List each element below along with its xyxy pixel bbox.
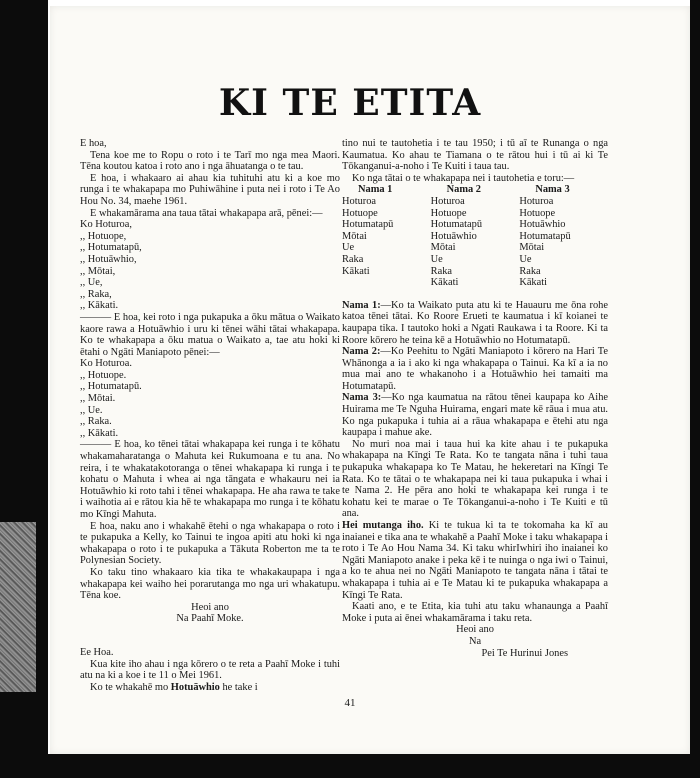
table-cell: Hotumatapū <box>519 230 571 242</box>
nama-text: —Ko ta Waikato puta atu ki te Hauauru me ōna rohe katoa tēnei tātai. Ko Roore Erueti te kaumatua i kī koianei te kaupapa tika. I tautoko hoki a Ngati Raukawa i ta Roore. Ki ta Roore kōrero he teina kē a Hotuāwhio no Hotumatapū. <box>342 299 608 346</box>
nama-label: Nama 1: <box>342 299 381 311</box>
nama-label: Nama 2: <box>342 346 381 358</box>
column-left <box>80 138 340 693</box>
page-number: 41 <box>344 697 356 709</box>
table-cell: Ue <box>342 242 355 254</box>
letter2-bold-name: Hotuāwhio <box>170 681 220 693</box>
letter1-paragraph: E hoa, naku ano i whakahē ētehi o nga whakapapa o roto i te pukapuka a Kelly, ko Tainui te ingoa apiti atu hoki ki nga whakapapa o roto i te pukapuka a Tākuta Roberton me ta te Polynesian Society. <box>80 520 340 567</box>
genealogy-table <box>342 184 608 288</box>
nama-paragraph <box>342 392 608 438</box>
table-cell: Ue <box>430 253 443 265</box>
letter2-text: he take i <box>219 681 258 693</box>
genealogy-line: ,, Ue. <box>80 404 103 416</box>
nama-label: Nama 3: <box>342 392 382 404</box>
table-row <box>342 242 608 254</box>
letter2-text: Ko te whakahē mo <box>90 681 171 693</box>
genealogy-line: ,, Hotuāwhio, <box>80 253 137 265</box>
table-cell: Hotuāwhio <box>430 230 477 242</box>
table-cell: Hoturoa <box>519 195 554 207</box>
genealogy-line: ,, Raka, <box>80 288 112 300</box>
table-cell: Mōtai <box>342 230 367 242</box>
nama-text: —Ko Peehitu to Ngāti Maniapoto i kōrero na Hari Te Whānonga a ia i ako ki nga whakapapa o Tainui. Ka kī a ia no mua mai ano te whakanoho i a Hotuāwhio hei tamaiti ma Hotumatapū. <box>342 346 609 392</box>
table-cell <box>342 277 431 289</box>
genealogy-line: ,, Hotumatapū, <box>80 242 142 254</box>
genealogy-line: ,, Hotuope, <box>80 230 127 242</box>
table-row <box>342 219 608 231</box>
letter1-paragraph: ——— E hoa, kei roto i nga pukapuka a ōku mātua o Waikato kaore rawa a Hotuāwhio i uru ki tēnei wāhi tātai whakapapa. Ko te whakapapa a ōku matua o Waikato a, tae atu hoki ki ētahi o Ngāti Maniapoto pēnei:— <box>80 311 340 358</box>
letter1-paragraph: E hoa, i whakaaro ai ahau kia tuhituhi atu ki a koe mo runga i te whakapapa mo Puhiwāhine i puta nei i roto i Te Ao Hou No. 34, maehe 1961. <box>80 172 340 207</box>
table-row <box>342 231 608 243</box>
table-cell: Mōtai <box>519 242 545 254</box>
table-cell: Kākati <box>342 265 370 277</box>
table-cell: Kākati <box>519 277 548 289</box>
letter2-paragraph <box>342 520 608 601</box>
genealogy-line: Ko Hoturoa. <box>80 358 132 370</box>
nama-paragraph <box>342 300 608 346</box>
letter1-paragraph: E whakamārama ana taua tātai whakapapa arā, pēnei:— <box>90 207 323 219</box>
letter1-paragraph: Tena koe me to Ropu o roto i te Tarī mo nga mea Maori. Tēna koutou katoa i roto ano i nga āhuatanga o te tau. <box>80 149 340 173</box>
letter2-paragraph: tino nui te tautohetia i te tau 1950; i tū aī te Runanga o nga Kaumatua. Ko ahau te Tiamana o te rātou hui i tū ai ki Te Tōkanganui-a-noho i Te Kuiti i taua tau. <box>342 138 608 173</box>
letter2-paragraph: Kua kite iho ahau i nga kōrero o te reta a Paahī Moke i tuhi atu na ki a koe i te 11 o Mei 1961. <box>80 658 340 682</box>
genealogy-line: ,, Mōtai. <box>80 393 116 405</box>
table-header: Nama 1 <box>358 184 393 196</box>
table-cell: Ue <box>519 253 532 265</box>
table-cell: Mōtai <box>430 242 456 254</box>
genealogy-line: ,, Kākati. <box>80 300 119 312</box>
table-cell: Raka <box>519 265 541 277</box>
genealogy-line: ,, Mōtai, <box>80 265 116 277</box>
letter2-sign-na: Na <box>468 635 482 647</box>
table-cell: Hotuope <box>342 207 378 219</box>
letter2-paragraph: No muri noa mai i taua hui ka kite ahau i te pukapuka whakapapa na Kīngi Te Rata. Ko te tangata nāna i tuhi taua pukapuka whakapapa ko Te Matau, he hekeretari na Kīngi Te Rata. Ko te tātai o te whakapapa nei ki taua pukapuka i whai i te Nama 2. He pēra ano hoki te whakapapa kei runga i te kohatu kei te marae o Te Tōkanganui-a-noho i Te Kuiti e tū ana. <box>342 438 608 520</box>
genealogy-line: ,, Hotumatapū. <box>80 381 142 393</box>
table-cell: Hotuope <box>430 207 467 219</box>
scan-background-bottom <box>0 754 700 778</box>
letter1-paragraph: ——— E hoa, ko tēnei tātai whakapapa kei runga i te kōhatu whakamaharatanga o Mahuta kei Rukumoana e tu ana. No reira, i te whakatakotoranga o tēnei whakapapa ki runga i te kohatu o Mahuta i whea ai nga tāngata e whakauru nei ia Hotuāwhio ki roto tahi i tēnei whakapapa. He aha rawa te take i waihotia ai e rātou kia hē te whakapapa mo runga i te kōhatu mo Kīngi Mahuta. <box>80 439 340 520</box>
letter2-sign-label: Heoi ano <box>456 624 494 636</box>
table-cell: Hoturoa <box>342 195 377 207</box>
table-cell: Raka <box>342 253 364 265</box>
table-row <box>342 266 608 278</box>
table-cell: Hotumatapū <box>430 219 483 231</box>
table-row <box>342 277 608 289</box>
genealogy-line: ,, Kākati. <box>80 427 119 439</box>
table-row <box>342 196 608 208</box>
letter2-paragraph: Ko nga tātai o te whakapapa nei i tautohetia e toru:— <box>352 172 575 184</box>
conclusion-label: Hei mutanga iho. <box>342 520 424 531</box>
nama-text: —Ko nga kaumatua na rātou tēnei kaupapa ko Aihe Huirama me Te Nguha Huirama, engari mate kē rāua i mua atu. Ko nga pukapuka i tuhia ai a rāua whakapapa e ētehi atu nga kaupapa i mahue ake. <box>342 392 608 439</box>
letter1-paragraph: Ko taku tino whakaaro kia tika te whakakaupapa i nga whakapapa kei waiho hei porarutanga mo nga uri whakatupu. Tēna koe. <box>80 566 340 602</box>
letter2-paragraph <box>80 682 340 694</box>
genealogy-line: ,, Ue, <box>80 277 103 289</box>
table-header: Nama 2 <box>446 184 481 196</box>
genealogy-line: ,, Raka. <box>80 416 112 428</box>
table-cell: Kākati <box>430 277 459 289</box>
adjacent-page-photo <box>0 522 36 692</box>
letter1-sign-label: Heoi ano <box>191 601 229 613</box>
table-cell: Raka <box>430 265 453 277</box>
letter1-sign-name: Na Paahī Moke. <box>176 613 244 625</box>
table-row <box>342 254 608 266</box>
table-cell: Hotumatapū <box>342 219 394 231</box>
table-cell: Hotuope <box>519 207 556 219</box>
genealogy-line: Ko Hoturoa, <box>80 219 132 231</box>
letter1-greeting: E hoa, <box>80 138 107 149</box>
table-cell: Hotuāwhio <box>519 219 566 231</box>
letter2-sign-name: Pei Te Hurinui Jones <box>481 647 568 659</box>
letter2-text: Ki te tukua ki ta te tokomaha ka kī au inaianei e tika ana te whakahē a Paahī Moke i taku whakapapa i roto i Te Ao Hou Nama 34. Ki taku whirIwhiri iho inaianei ko Ngāti Maniapoto anake i peka kē i te nuinga o nga iwi o Tainui, a ko te ahua nei no Ngāti Maniapoto te tangata nāna i tātai te whakapapa i tuhia ai e Te Matau ki te pukapuka whakapapa a Kīngi Te Rata. <box>342 520 609 601</box>
letter2-greeting: Ee Hoa. <box>80 646 114 658</box>
genealogy-line: ,, Hotuope. <box>80 369 127 381</box>
table-row <box>342 208 608 220</box>
table-cell: Hoturoa <box>430 195 465 207</box>
column-right <box>342 138 608 659</box>
letter2-paragraph: Kaati ano, e te Etita, kia tuhi atu taku whanaunga a Paahī Moke i puta ai ēnei whakamārama i taku reta. <box>342 601 608 624</box>
table-header: Nama 3 <box>535 184 570 196</box>
page-title: KI TE ETITA <box>218 82 482 124</box>
nama-paragraph <box>342 346 608 392</box>
